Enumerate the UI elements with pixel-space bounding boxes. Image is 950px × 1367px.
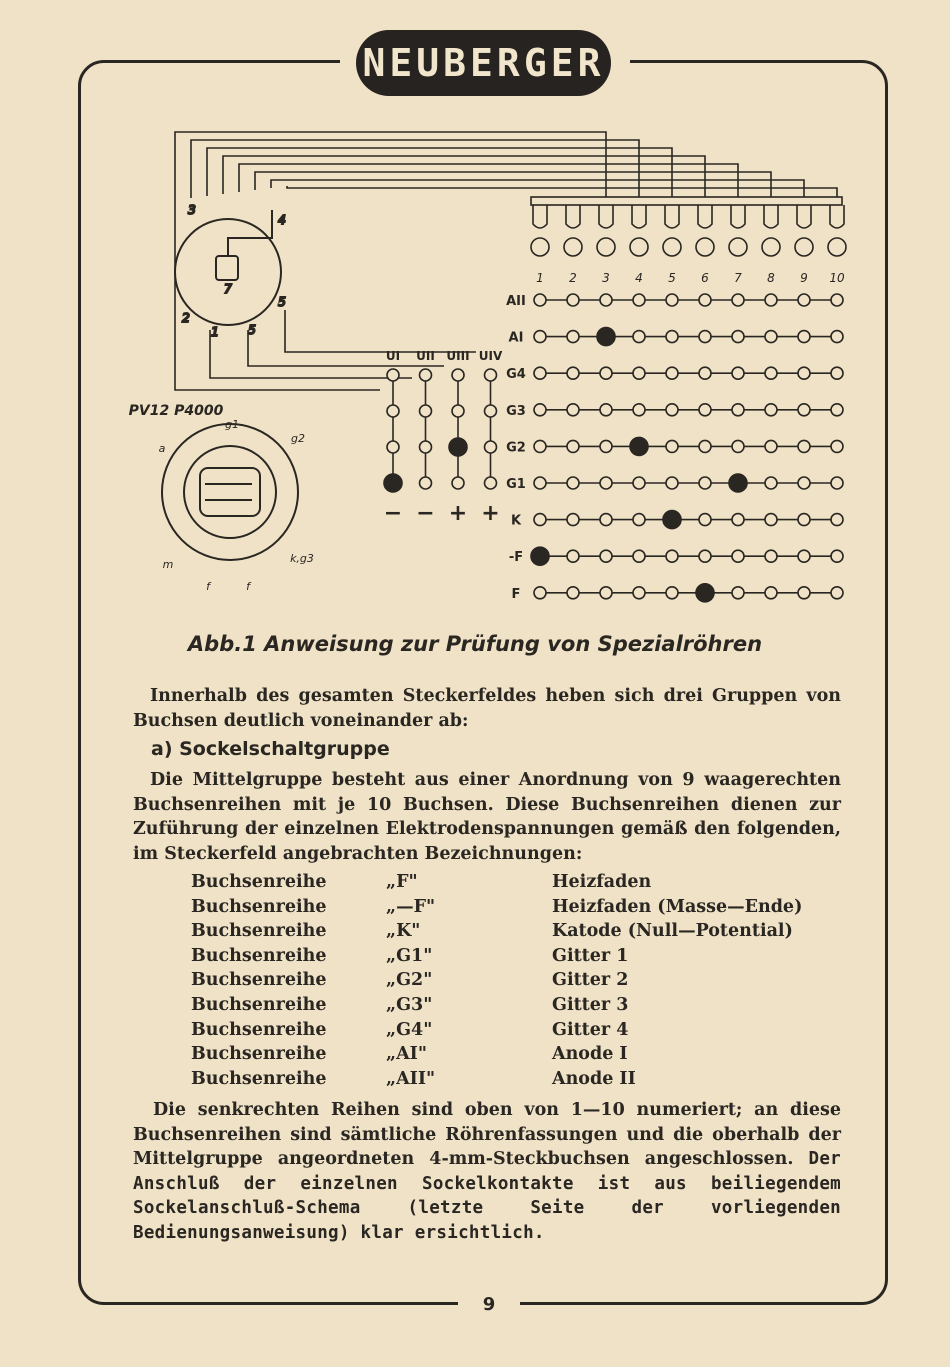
table-row: Buchsenreihe „K" Katode (Null—Potential) (191, 921, 793, 942)
socket-pin-label: 4 (278, 213, 286, 227)
plug-cup (731, 205, 745, 228)
plug-cup (764, 205, 778, 228)
socket (666, 550, 678, 562)
column-number: 9 (800, 271, 808, 285)
designation-table (191, 872, 802, 1093)
socket (765, 404, 777, 416)
socket (732, 587, 744, 599)
intro-paragraph: Innerhalb des gesamten Steckerfeldes heben sich drei Gruppen von Buchsen deutlich voneinander ab: (133, 686, 841, 731)
socket (798, 587, 810, 599)
column-number: 2 (569, 271, 577, 285)
socket (567, 477, 579, 489)
base-pin-label: m (162, 558, 174, 571)
socket (798, 294, 810, 306)
top-socket (531, 238, 549, 256)
socket (387, 405, 399, 417)
top-socket (729, 238, 747, 256)
socket (666, 294, 678, 306)
row-label: K (510, 513, 522, 529)
plugged-socket (384, 474, 402, 492)
voltage-columns (384, 349, 503, 526)
socket (831, 440, 843, 452)
table-row: Buchsenreihe „—F" Heizfaden (Masse—Ende) (191, 896, 803, 917)
row-label: G3 (506, 403, 526, 419)
column-number: 5 (668, 271, 676, 285)
socket (798, 514, 810, 526)
socket (798, 477, 810, 489)
socket (485, 477, 497, 489)
table-row: Buchsenreihe „G2" Gitter 2 (191, 970, 629, 991)
voltage-label: UIV (478, 349, 503, 363)
tube-lead (228, 210, 272, 256)
base-electrode-system (200, 468, 260, 516)
socket (567, 404, 579, 416)
socket (534, 477, 546, 489)
socket (798, 550, 810, 562)
table-row: Buchsenreihe „G3" Gitter 3 (191, 994, 629, 1015)
socket (633, 550, 645, 562)
table-row: Buchsenreihe „G4" Gitter 4 (191, 1019, 629, 1040)
socket (831, 587, 843, 599)
wire (255, 172, 771, 197)
wire (248, 330, 444, 366)
socket (732, 514, 744, 526)
column-number: 7 (734, 271, 742, 285)
closing-emphasis: Der Anschluß der einzelnen Sockelkontakte ist aus beiliegendem Sockelanschluß-Schema (letzte Seite der vorliegenden Bedienungsanweisung) klar ersichtlich. (133, 1149, 841, 1243)
socket (831, 514, 843, 526)
tube-socket-outline (175, 219, 281, 325)
socket-pin-label: 1 (211, 325, 219, 339)
socket (666, 404, 678, 416)
socket (732, 331, 744, 343)
socket (633, 331, 645, 343)
table-row: Buchsenreihe „AII" Anode II (191, 1068, 636, 1089)
base-pin-label: a (158, 442, 166, 455)
base-pin-label: g1 (225, 418, 239, 431)
socket (534, 514, 546, 526)
top-socket (696, 238, 714, 256)
socket (666, 587, 678, 599)
socket (567, 367, 579, 379)
plug-bar (531, 197, 842, 205)
socket (831, 331, 843, 343)
tube-wiring (175, 132, 837, 390)
socket (633, 294, 645, 306)
socket (534, 440, 546, 452)
plug-cup (665, 205, 679, 228)
socket (765, 587, 777, 599)
plug-cup (599, 205, 613, 228)
top-socket (828, 238, 846, 256)
socket (600, 514, 612, 526)
voltage-label: UII (416, 349, 435, 363)
plugged-socket (663, 511, 681, 529)
socket (699, 367, 711, 379)
closing-text: Die senkrechten Reihen sind oben von 1—10 numeriert; an diese Buchsenreihen sind sämtliche Röhrenfassungen und die oberhalb der Mittelgruppe angeordneten 4-mm-Steckbuchsen angeschlossen. (133, 1100, 841, 1169)
socket (798, 440, 810, 452)
socket (485, 405, 497, 417)
column-number: 4 (635, 271, 643, 285)
socket (567, 550, 579, 562)
column-number: 6 (701, 271, 709, 285)
socket (387, 369, 399, 381)
wire (287, 186, 837, 197)
wire (285, 310, 476, 352)
socket (420, 441, 432, 453)
socket (485, 369, 497, 381)
column-number: 1 (536, 271, 544, 285)
polarity-sign: − (383, 501, 403, 526)
socket (699, 404, 711, 416)
socket (798, 404, 810, 416)
row-label: G2 (506, 440, 526, 456)
socket (699, 550, 711, 562)
socket (387, 441, 399, 453)
base-pin-label: k,g3 (290, 552, 314, 565)
socket (420, 477, 432, 489)
socket (567, 514, 579, 526)
socket (831, 477, 843, 489)
socket-pin-label: 3 (188, 203, 196, 217)
socket (765, 440, 777, 452)
table-row: Buchsenreihe „G1" Gitter 1 (191, 945, 629, 966)
plugged-socket (630, 437, 648, 455)
socket (699, 294, 711, 306)
socket (567, 331, 579, 343)
socket (666, 477, 678, 489)
socket (765, 514, 777, 526)
socket (666, 331, 678, 343)
socket (798, 331, 810, 343)
table-row: Buchsenreihe „F" Heizfaden (191, 872, 652, 892)
socket-pin-label: 2 (182, 311, 190, 325)
socket (534, 587, 546, 599)
socket (534, 331, 546, 343)
socket (420, 405, 432, 417)
section-heading: a) Sockelschaltgruppe (151, 738, 390, 760)
table-row: Buchsenreihe „AI" Anode I (191, 1044, 628, 1065)
voltage-label: UI (385, 349, 401, 363)
socket (699, 331, 711, 343)
socket-grid (506, 197, 846, 602)
figure-caption: Abb.1 Anweisung zur Prüfung von Spezialröhren (187, 632, 763, 656)
top-socket (564, 238, 582, 256)
socket (765, 367, 777, 379)
plug-cup (533, 205, 547, 228)
description-paragraph: Die Mittelgruppe besteht aus einer Anordnung von 9 waagerechten Buchsenreihen mit je 10 Buchsen. Diese Buchsenreihen dienen zur Zuführung der einzelnen Elektrodenspannungen gemäß den folgenden, im Steckerfeld angebrachten Bezeichnungen: (133, 770, 841, 864)
wire (223, 156, 705, 197)
plug-cup (797, 205, 811, 228)
base-pin-label: f (206, 580, 210, 593)
socket (600, 440, 612, 452)
socket (765, 294, 777, 306)
socket-pin-label: 5 (248, 323, 256, 337)
top-socket (663, 238, 681, 256)
socket (567, 294, 579, 306)
column-number: 8 (767, 271, 775, 285)
row-label: -F (508, 550, 524, 566)
socket (452, 477, 464, 489)
wire (210, 330, 412, 378)
socket (600, 294, 612, 306)
tube-glass (216, 256, 238, 280)
column-number: 10 (829, 271, 845, 285)
socket (732, 404, 744, 416)
voltage-label: UIII (446, 349, 470, 363)
base-pin-label: f (246, 580, 250, 593)
row-label: AII (506, 294, 526, 309)
polarity-sign: − (416, 501, 435, 526)
socket (633, 367, 645, 379)
socket (831, 294, 843, 306)
socket (485, 441, 497, 453)
base-electrode-lines (205, 484, 252, 500)
socket (732, 550, 744, 562)
socket (567, 587, 579, 599)
closing-paragraph (133, 1098, 841, 1245)
polarity-sign: + (448, 501, 468, 526)
plugged-socket (729, 474, 747, 492)
socket (699, 440, 711, 452)
socket (633, 587, 645, 599)
socket (600, 587, 612, 599)
socket-pin-label: 5 (278, 295, 286, 309)
socket (633, 404, 645, 416)
row-label: F (511, 586, 521, 602)
socket (600, 404, 612, 416)
socket (452, 369, 464, 381)
brand-logo: NEUBERGER (356, 30, 611, 96)
tube-type-label: PV12 P4000 (128, 403, 224, 419)
base-pin-label: g2 (291, 432, 305, 445)
top-socket (795, 238, 813, 256)
base-outer-ring (162, 424, 298, 560)
socket (798, 367, 810, 379)
top-socket (762, 238, 780, 256)
socket (732, 367, 744, 379)
polarity-sign: + (481, 501, 500, 526)
row-label: AI (508, 330, 524, 346)
base-inner-ring (184, 446, 276, 538)
socket (600, 477, 612, 489)
socket (600, 367, 612, 379)
tube-base-drawing (129, 403, 314, 593)
socket (633, 477, 645, 489)
plugged-socket (597, 328, 615, 346)
socket (732, 440, 744, 452)
socket (765, 331, 777, 343)
socket (534, 404, 546, 416)
tube-socket-drawing (175, 203, 286, 339)
socket (666, 367, 678, 379)
socket (732, 294, 744, 306)
top-socket (630, 238, 648, 256)
socket (666, 440, 678, 452)
plug-cup (632, 205, 646, 228)
socket (567, 440, 579, 452)
socket (534, 294, 546, 306)
socket (831, 367, 843, 379)
plug-cup (698, 205, 712, 228)
socket (831, 550, 843, 562)
plugged-socket (696, 584, 714, 602)
socket (534, 367, 546, 379)
socket-pin-label: 7 (224, 282, 232, 296)
socket (600, 550, 612, 562)
socket (699, 514, 711, 526)
column-number: 3 (602, 271, 610, 285)
plug-cup (830, 205, 844, 228)
socket (831, 404, 843, 416)
plugged-socket (449, 438, 467, 456)
top-socket (597, 238, 615, 256)
row-label: G1 (506, 477, 526, 492)
socket (420, 369, 432, 381)
plugged-socket (531, 547, 549, 565)
socket (699, 477, 711, 489)
socket (765, 477, 777, 489)
socket (452, 405, 464, 417)
socket (633, 514, 645, 526)
socket-panel-diagram (0, 0, 950, 630)
plug-cup (566, 205, 580, 228)
row-label: G4 (506, 367, 526, 383)
socket (765, 550, 777, 562)
page-number: 9 (482, 1294, 496, 1315)
